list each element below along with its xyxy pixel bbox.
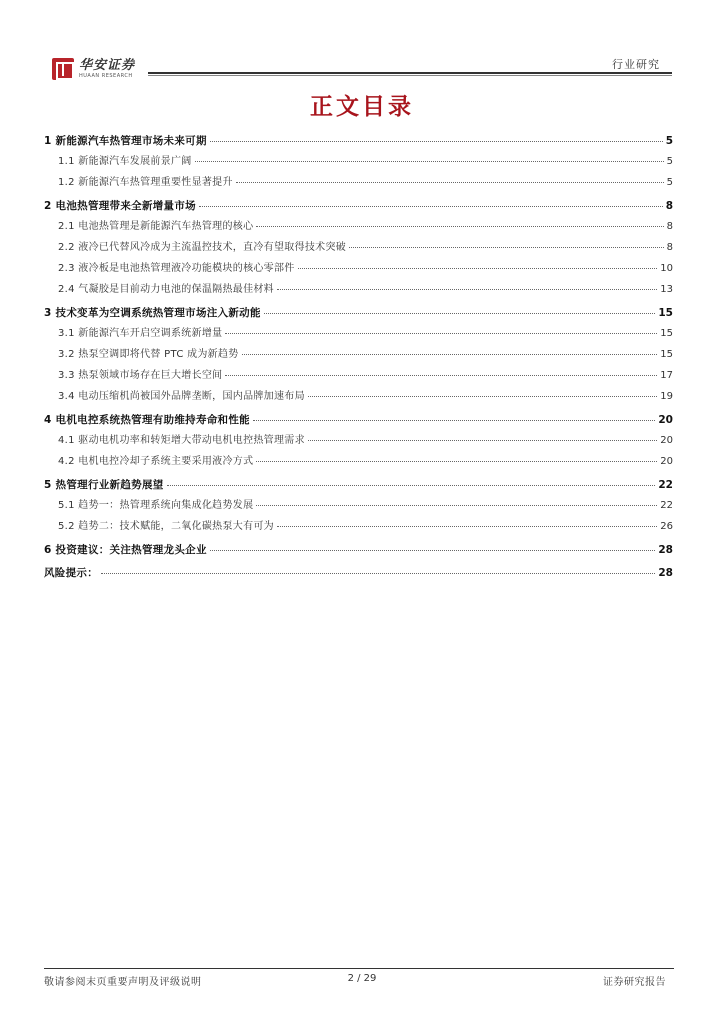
toc-entry-title: 2.4 气凝胶是目前动力电池的保温隔热最佳材料 (58, 284, 274, 295)
toc-page-number: 17 (660, 370, 673, 381)
toc-entry-title: 4.1 驱动电机功率和转矩增大带动电机电控热管理需求 (58, 435, 305, 446)
toc-entry-title: 3.3 热泵领域市场存在巨大增长空间 (58, 370, 223, 381)
toc-dot-leader (225, 333, 657, 334)
toc-page-number: 10 (660, 263, 673, 274)
toc-dot-leader (256, 505, 657, 506)
toc-dot-leader (195, 161, 664, 162)
toc-dot-leader (308, 440, 657, 441)
toc-dot-leader (210, 550, 656, 551)
toc-dot-leader (253, 420, 655, 421)
toc-entry-title: 3.2 热泵空调即将代替 PTC 成为新趋势 (58, 349, 239, 360)
toc-section-entry[interactable] (44, 262, 673, 276)
page-number: 2 / 29 (347, 973, 377, 984)
toc-page-number: 28 (658, 544, 673, 556)
table-of-contents (44, 134, 673, 580)
toc-chapter-entry[interactable] (44, 478, 673, 492)
toc-chapter-entry[interactable] (44, 543, 673, 557)
toc-page-number: 5 (666, 177, 673, 188)
logo-seal-icon (52, 58, 74, 80)
toc-section-entry[interactable] (44, 283, 673, 297)
toc-chapter-entry[interactable] (44, 566, 673, 580)
toc-dot-leader (199, 206, 663, 207)
toc-section-entry[interactable] (44, 241, 673, 255)
logo-text (79, 59, 135, 80)
toc-entry-title: 3 技术变革为空调系统热管理市场注入新动能 (44, 307, 261, 319)
toc-chapter-entry[interactable] (44, 199, 673, 213)
toc-entry-title: 4.2 电机电控冷却子系统主要采用液冷方式 (58, 456, 254, 467)
header-divider-thin (148, 75, 672, 76)
toc-dot-leader (167, 485, 656, 486)
logo-name-cn: 华安证券 (79, 57, 136, 73)
toc-entry-title: 1.2 新能源汽车热管理重要性显著提升 (58, 177, 233, 188)
toc-entry-title: 6 投资建议：关注热管理龙头企业 (44, 544, 207, 556)
toc-entry-title: 3.4 电动压缩机尚被国外品牌垄断，国内品牌加速布局 (58, 391, 305, 402)
toc-entry-title: 1 新能源汽车热管理市场未来可期 (44, 135, 207, 147)
toc-section-entry[interactable] (44, 348, 673, 362)
toc-entry-title: 2.1 电池热管理是新能源汽车热管理的核心 (58, 221, 254, 232)
toc-section-entry[interactable] (44, 176, 673, 190)
toc-entry-title: 2.3 液冷板是电池热管理液冷功能模块的核心零部件 (58, 263, 295, 274)
toc-dot-leader (242, 354, 658, 355)
toc-page-number: 15 (660, 349, 673, 360)
toc-dot-leader (256, 461, 657, 462)
footer-disclaimer: 敬请参阅末页重要声明及评级说明 (44, 977, 202, 988)
toc-page-number: 22 (660, 500, 673, 511)
toc-page-number: 26 (660, 521, 673, 532)
toc-dot-leader (256, 226, 663, 227)
toc-section-entry[interactable] (44, 390, 673, 404)
toc-page-number: 22 (658, 479, 673, 491)
toc-section-entry[interactable] (44, 520, 673, 534)
header-divider (148, 72, 672, 74)
toc-section-entry[interactable] (44, 499, 673, 513)
company-logo (52, 58, 135, 80)
toc-entry-title: 风险提示： (44, 567, 98, 579)
toc-dot-leader (298, 268, 658, 269)
toc-page-number: 8 (666, 221, 673, 232)
toc-dot-leader (277, 289, 657, 290)
logo-name-en: HUAAN RESEARCH (79, 72, 133, 79)
toc-dot-leader (210, 141, 663, 142)
toc-page-number: 20 (660, 435, 673, 446)
toc-entry-title: 5.1 趋势一：热管理系统向集成化趋势发展 (58, 500, 254, 511)
footer-report-label: 证券研究报告 (603, 977, 666, 988)
toc-chapter-entry[interactable] (44, 413, 673, 427)
toc-entry-title: 4 电机电控系统热管理有助维持寿命和性能 (44, 414, 250, 426)
page-header (0, 0, 724, 90)
toc-dot-leader (101, 573, 655, 574)
toc-section-entry[interactable] (44, 434, 673, 448)
toc-page-number: 28 (658, 567, 673, 579)
toc-entry-title: 2.2 液冷已代替风冷成为主流温控技术，直冷有望取得技术突破 (58, 242, 347, 253)
toc-entry-title: 2 电池热管理带来全新增量市场 (44, 200, 196, 212)
report-type: 行业研究 (612, 58, 660, 71)
toc-entry-title: 5 热管理行业新趋势展望 (44, 479, 164, 491)
toc-page-number: 15 (660, 328, 673, 339)
toc-entry-title: 3.1 新能源汽车开启空调系统新增量 (58, 328, 223, 339)
toc-entry-title: 1.1 新能源汽车发展前景广阔 (58, 156, 192, 167)
toc-page-number: 13 (660, 284, 673, 295)
footer-divider (44, 968, 674, 969)
toc-dot-leader (236, 182, 664, 183)
toc-dot-leader (349, 247, 664, 248)
toc-dot-leader (308, 396, 657, 397)
toc-section-entry[interactable] (44, 455, 673, 469)
toc-section-entry[interactable] (44, 369, 673, 383)
toc-page-number: 5 (665, 135, 673, 147)
toc-dot-leader (264, 313, 656, 314)
toc-page-number: 20 (658, 414, 673, 426)
toc-title: 正文目录 (310, 94, 414, 120)
toc-page-number: 15 (658, 307, 673, 319)
toc-section-entry[interactable] (44, 220, 673, 234)
toc-entry-title: 5.2 趋势二：技术赋能，二氧化碳热泵大有可为 (58, 521, 274, 532)
toc-page-number: 8 (666, 242, 673, 253)
toc-chapter-entry[interactable] (44, 134, 673, 148)
toc-page-number: 8 (665, 200, 673, 212)
toc-section-entry[interactable] (44, 327, 673, 341)
toc-dot-leader (225, 375, 657, 376)
toc-chapter-entry[interactable] (44, 306, 673, 320)
toc-section-entry[interactable] (44, 155, 673, 169)
toc-page-number: 19 (660, 391, 673, 402)
toc-dot-leader (277, 526, 657, 527)
toc-page-number: 5 (666, 156, 673, 167)
toc-page-number: 20 (660, 456, 673, 467)
